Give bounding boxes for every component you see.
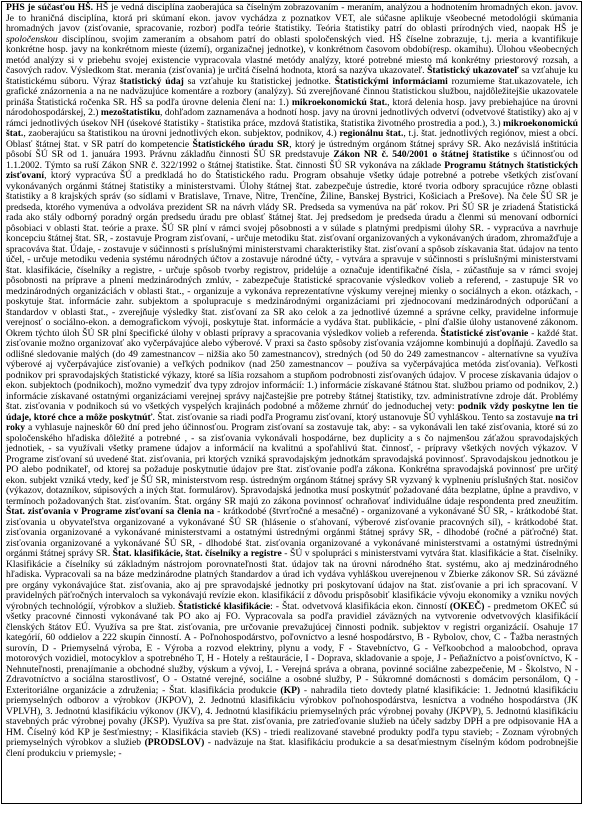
bold-term: (PRODSLOV) [144, 737, 205, 748]
text-run: , dohľadom zaznamenáva a hodnotí hosp. javy na úrovni jednotlivých odvetví (odvetvové štatistiky) ako aj v rámci jednotlivých úsekov NH (úsekové štatistiky - štatistika práce, mzdová štatistika, štatistika životného prostredia a pod.), 3.) [6, 107, 578, 129]
bold-term: Zákon NR č. 540/2001 o štátnej štatistike [333, 149, 510, 160]
bold-term: časťou HŠ. [46, 2, 96, 13]
text-run: , zaoberajúcu sa štatistikou na úrovni jednotlivých ekon. subjektov, podnikov, 4.) [23, 128, 340, 139]
bold-term: Štat. zisťovania v Programe zisťovaní sa členia na [6, 506, 215, 517]
bold-term: (OKEČ) [449, 600, 485, 612]
text-run: - každé štat. zisťovanie možno organizovať ako vyčerpávajúce alebo výberové. V praxi sa často spôsoby zisťovania vzájomne kombinujú a dopĺňajú. Zavedlo sa odlišné sledovanie malých (do 49 zamestnancov – nižšia ako 50 zamestnancov), stredných (od 50 do 249 zamestnancov - alternatívne sa využíva výberové aj vyčerpávajúce zisťovanie) a veľkých podnikov (nad 250 zamestnancov – používa sa vyčerpávajúca metóda zisťovania). Veľkosti podnikov pri spravodajských štatistické výkazy, ktoré sa líšia rozsahom a stupňom podrobnosti zisťovaných údajov. V procese získavania údajov o ekon. subjektoch (podnikoch), možno vymedziť dva typy zdrojov informácií: 1.) informácie získavané štátnou štat. službou priamo od podnikov, 2.) informácie získavané ostatnými organizáciami verejnej správy najčastejšie pre potreby štátnej štatistiky, tzv. administratívne zdroje dát. Problémy štat. zisťovania v podnikoch sú vo všetkých vyspelých krajinách podobné a môžeme zhrnúť do jednoduchej vety: [6, 327, 578, 412]
text-run: sa vzťahuje ku štatistickej jednotke. [183, 75, 335, 87]
bold-term: mezoštatistiku [100, 107, 161, 118]
italic-term: spoločenskou [6, 33, 58, 45]
text-run: disciplínou, svojim zameraním a obsahom patrí do oblasti spoločenských vied. HŠ číselne zobrazuje, t.j. meria a kvantifikuje konkrétne hosp. javy na konkrétnom mieste (území), organizačnej jednotke), v konkrétnom časovom období(resp. okamihu). Úlohou všeobecných metód analýzy si v priebehu svojej existencie vypracovala vlastné metódy analýzy, ktoré potrebné miesto má konkrétny priestorový rozsah, a časových radov. Výsledkom štat. merania (zisťovania) je určitá číselná hodnota, ktorá sa nazýva ukazovateľ. [6, 33, 578, 76]
document-page [1, 1, 582, 804]
text-run: , ktorý je ústredným orgánom štátnej správy SR. Ako nezávislá inštitúcia pôsobí ŠÚ SR od 1. januára 1993. Právnu základňu činnosti ŠÚ SR predstavuje [6, 138, 579, 160]
bold-term: na tri roky [6, 411, 578, 433]
text-run: - krátkodobé (štvrťročné a mesačné) - organizované a vykonávané ŠÚ SR, - krátkodobé štat. zisťovania u obyvateľstva organizované a vykonávané ŠÚ SR (hlásenie o sťahovaní, výberové zisťovanie pracovných síl), - krátkodobé štat. zisťovania organizované a vykonávané ministerstvami a ostatnými ústrednými orgánmi štátnej správy SR, - dlhodobé (ročné a päťročné) štat. zisťovania organizované a vykonávané ŠÚ SR, - dlhodobé štat. zisťovania organizované a vykonávané ministerstvami a ostatnými ústrednými orgánmi štátnej správy SR. [6, 506, 578, 559]
bold-term: PHS je sú [6, 2, 47, 13]
bold-term: Programu štátnych štatistických zisťovaní [6, 159, 579, 181]
document-text [6, 3, 578, 759]
text-run: , ktorý vypracúva ŠÚ a predkladá ho do Štatistického radu. Program obsahuje všetky údaje potrebné a potrebe všetkých zisťovaní vykonávaných orgánmi štátnej štatistiky a ministerstvami. Úlohy štátnej štat. zabezpečuje ústredie, ktoré tvoria odbory spracujúce rôzne oblasti štatistiky a 8 krajských správ (so sídlami v Bratislave, Trnave, Nitre, Trenčíne, Žiline, Banskej Bystrici, Košiciach a Prešove). Na čele ŠÚ SR je predseda, ktorého vymenúva a odvoláva prezident SR na návrh vlády SR. Predseda sa vymenúva na päť rokov. Pri ŠÚ SR je zriadená Štatistická rada ako stály odborný poradný orgán predsedu úradu pre oblasť štátnej štat. Jej predsedom je predseda úradu a členmi sú menovaní odborníci pôsobiaci v oblasti štat. teórie a praxe. ŠÚ SR plní v rámci svojej pôsobnosti a v súlade s platnými predpismi úlohy SR. - vypracúva a navrhuje koncepciu štátnej štat. SR, - zostavuje Program zisťovaní, - určuje metodiku štat. zisťovaní organizovaných a vykonávaných úradom, zhromažďuje a spracováva štat. Údaje, - zostavuje v súčinnosti s príslušnými ministerstvami charakteristiky štat. zisťovaní a spôsob získavania štat. údajov na tento účel, - určuje metodiku vedenia systému národných účtov a zostavuje národné účty, - vytvára a spravuje v súčinnosti s príslušnými ministerstvami štat. klasifikácie, číselníky a registre, - určuje spôsob tvorby registrov, pridelúje a označuje identifikačné čísla, - zúčastňuje sa v rámci svojej pôsobnosti na príprave a plnení medzinárodných zmlúv, - zabezpečuje štatistické spracovanie výsledkov volieb a referend, - zastupuje SR vo medzinárodných organizáciách v oblasti štat., - organizuje a vykonáva reprezentatívne výskumy verejnej mienky o sociálnych a ekon. otázkach, - poskytuje štat. informácie zahr. subjektom a spolupracuje s medzinárodnými organizáciami pri zjednocovaní medzinárodných odporúčaní a štandardov v oblasti štat., - zverejňuje výsledky štat. zisťovaní za SR ako celok a za jednotlivé územné a správne celky, pravidelne informuje verejnosť o sociálno-ekon. a demografickom vývoji, poskytuje štat. informácie a vydáva štat. publikácie, - plní ďalšie úlohy ustanovené zákonom. Okrem týchto úloh ŠÚ SR plní špecifické úlohy v oblasti prípravy a spracovania výsledkov volieb a referenda. [6, 170, 578, 339]
bold-term: Štat. klasifikácie, štat. číselníky a registre [112, 548, 282, 559]
text-run: - ŠÚ v spolupráci s ministerstvami vytvára štat. klasifikácie a štat. číselníky. Klasifikácie a číselníky sú základným nástrojom porovnateľnosti štat. údajov tak na úrovni národného štat. systému, ako aj medzinárodného hľadiska. Vypracovali sa na báze medzinárodne platných štandardov a úrad ich vydáva vyhláškou uverejnenou v Zbierke zákonov SR. Sú záväzné pre orgány vykonávajúce štat. zisťovania, ako aj pre spravodajské jednotky pri poskytovaní údajov na štat. zisťovanie a pri ich spracovaní. V pravidelných päťročných intervaloch sa vykonávajú revízie ekon. klasifikácií z dôvodu prispôsobiť klasifikácie vývoju ekonomiky a vzniku nových výrobných technológií, výrobkov a služieb. [6, 548, 579, 612]
bold-term: regionálnu štat. [339, 128, 404, 139]
bold-term: Štatistické klasifikácie [178, 600, 271, 612]
text-run: rozumieme štat.ukazovatele, ich grafické znázornenia a na ne nadväzujúce komentáre a rozbory (analýzy). Sú zverejňované činnou štatistickou službou, najdôležitejšie ukazovatele prináša Štatistická ročenka SR. HŠ sa podľa úrovne delenia člení na: 1.) [6, 75, 578, 108]
text-run: : - Štat. odvetvová klasifikácia ekon. činností [270, 600, 450, 612]
text-run: , t.j. štat. jednotlivých regiónov, miest a obcí. Oblasť štátnej štat. v SR patrí do kompetencie [6, 128, 578, 150]
bold-term: Štatistického úradu SR [192, 138, 290, 150]
bold-term: mikroekonomickú štat. [291, 96, 388, 108]
bold-term: podnik vždy poskytne len tie údaje, ktoré chce a môže poskytnúť [6, 401, 578, 423]
text-run: a vyhlasuje najneskôr 60 dní pred jeho účinnosťou. Program zisťovaní sa zostavuje tak, aby: - sa vykonávali len také zisťovania, ktoré sú zo spoločenského hľadiska dôležité a potrebné , - sa zisťovania vykonávali hospodárne, bez duplicity a s čo najmenšou záťažou spravodajských jednotiek, - sa využívali všetky pramene údajov a informácií na kvalitnú a spoľahlivú štat. činnosť, - prípravy všetkých nových výkazov. V Programe zisťovaní sú uvedené štat. zisťovania, pri ktorých vzniká spravodajským jednotkám spravodajská povinnosť. Spravodajskou jednotkou je PO alebo podnikateľ, od ktorej sa požaduje poskytnutie údajov pre štat. zisťovanie podľa zákona. Konkrétna spravodajská povinnosť pre určitý ekon. subjekt vzniká vtedy, keď je ŠÚ SR, ministerstvom resp. ústredným orgánom štátnej správy SR vyzvaný k vyplneniu príslušných štat. nosičov (výkazov, dotazníkov, súpisových a iných štat. formulárov). Spravodajská jednotka musí poskytnúť požadované dáta bezplatne, úplne a pravdivo, v termínoch požadovaných štat. zisťovaním. Štat. orgány SR majú zo zákona povinnosť ochraňovať individuálne údaje respondenta pred zneužitím. [6, 422, 578, 507]
text-run: s účinnosťou od 1.1.2002. Týmto sa ruší Zákon SNR č. 322/1992 o štátnej štatistike. Štat. činnosti ŠÚ SR vykonáva na základe [6, 149, 578, 171]
text-run: sa vzťahuje ku štatistickému súboru. Výraz [6, 65, 579, 87]
bold-term: Štatistické zisťovanie [440, 327, 529, 339]
text-run: - nadväzuje na štat. klasifikáciu produkcie a sa desaťmiestnym číselným kódom podrobnejšie člení produkciu v priemysle; - [6, 737, 578, 759]
text-run: HŠ je vedná disciplína zaoberajúca sa číselným zobrazovaním - meraním, analýzou a hodnotením hromadných ekon. javov. Je to hraničná disciplína, ktorá pri skúmaní ekon. javov vychádza z poznatkov VET, ale súčasne aplikuje všeobecné metodológii skúmania hromadných javov (zisťovanie, spracovanie, rozbor) podľa teórie štatistiky. Teória štatistiky patrí do oblasti prírodných vied, naopak HŠ je [6, 2, 578, 34]
bold-term: štatistický údaj [119, 75, 184, 87]
text-run: . Štat. zisťovanie sa riadi podľa Programu zisťovaní, ktorý ustanovuje ŠÚ vyhláškou. Tento sa zostavuje [152, 411, 556, 423]
text-run: - predmetom OKEČ sú všetky pracovné činnosti vykonávané tak PO ako aj FO. Vypracovala sa podľa pravidiel záväzných na vytvorenie odvetvových klasifikácií členských štátov EÚ. Využíva sa pre štat. zisťovania, pre určovanie prevažujúcej činnosti podnik. subjektov v registri organizácií. Osahuje 17 kategórií, 60 oddielov a 222 skupín činností. A - Poľnohospodárstvo, poľovníctvo a lesné hospodárstvo, B - Rybolov, chov, C - Ťažba nerastných surovín, D - Priemyselná výroba, E - Výroba a rozvod elektriny, plynu a vody, F - Stavebníctvo, G - Veľkoobchod a maloobchod, oprava motorových vozidiel, motocyklov a spotrebného T, H - Hotely a reštaurácie, I - Doprava, skladovanie a spoje, J - Peňažníctvo a poisťovníctvo, K - Nehnuteľnosti, prenajímanie a obchodné služby, výskum a vývoj, L - Verejná správa a obrana, povinné sociálne zabezpečenie, M - Školstvo, N - Zdravotníctvo a sociálna starostlivosť, O - Ostatné verejné, sociálne a osobné služby, P - Súkromné domácnosti s domácim personálom, Q - Exteritoriálne organizácie a združenia; - Štat. klasifikácia produkcie [6, 600, 578, 696]
bold-term: mikroekonomickú štat. [6, 117, 578, 139]
bold-term: (KP) [280, 684, 301, 696]
text-run: , ktorá delenia hosp. javy prebiehajúce na úrovni národohospodárskej, 2.) [6, 96, 579, 118]
text-run: - nahradila tieto dovtedy platné klasifikácie: 1. Jednotnú klasifikáciu priemyselných odborov a výrobkov (JKPOV), 2. Jednotnú klasifikáciu výrobkov poľnohospodárstva, lesníctva a vodného hospodárstva (JK VPLVH), 3. Jednotnú klasifikáciu výkonov (JKV), 4. Jednotnú klasifikáciu priemyselných prác výrobnej povahy (JKPVP), 5. Jednotnú klasifikáciu stavebných prác výrobnej povahy (JKSP). Využíva sa pre štat. zisťovania, pre zatrieďovanie služieb na účely sadzby DPH a pre odpisovanie HA a HM. Číselný kód KP je šesťmiestny; - Klasifikácia stavieb (KS) - triedi realizované stavebné produkty podľa typu stavieb; - Zoznam výrobných priemyselných výrobkov a služieb [6, 684, 578, 748]
bold-term: Štatistický ukazovateľ [427, 65, 519, 76]
bold-term: Štatistickými informáciami [334, 75, 448, 87]
